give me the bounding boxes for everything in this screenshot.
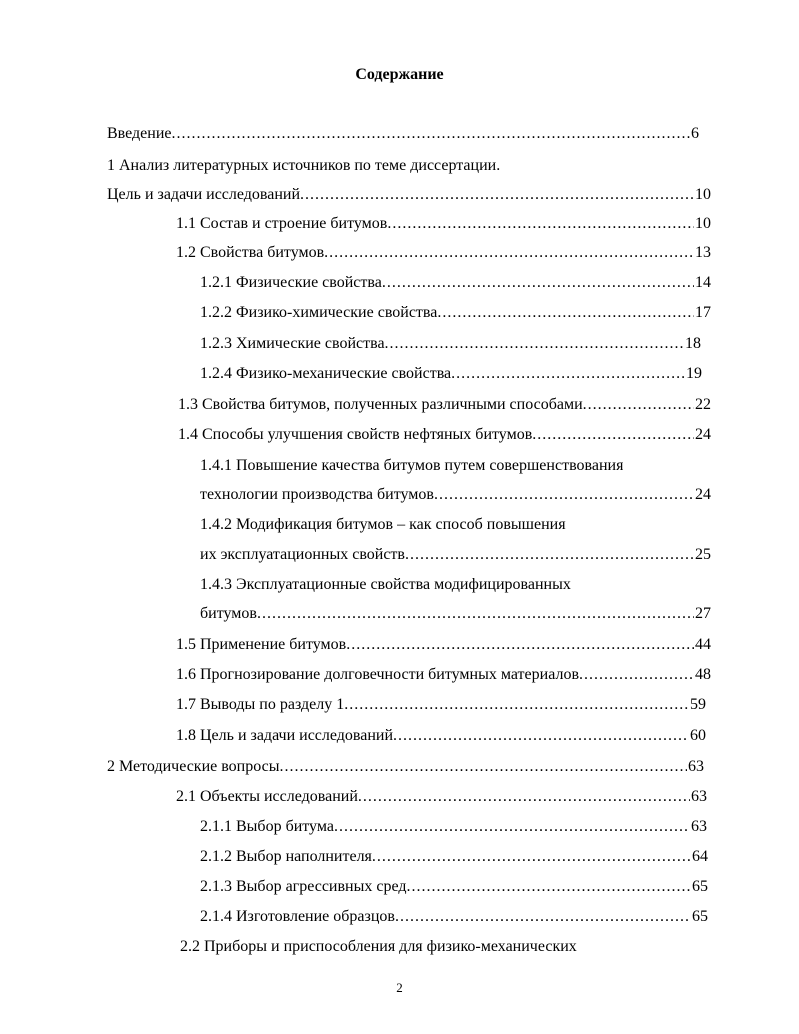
toc-entry-1-2-2: [200, 302, 711, 324]
toc-entry-1-5: [176, 634, 711, 656]
toc-entry-1-7: [176, 694, 706, 716]
toc-entry-page: 14: [695, 274, 711, 291]
toc-entry-label: 1.2.3 Химические свойства: [200, 335, 385, 352]
toc-entry-page: 13: [695, 244, 711, 261]
toc-entry-page: 25: [695, 546, 711, 563]
toc-leader-dots: [437, 302, 694, 324]
toc-entry-chapter-1: [107, 155, 500, 177]
toc-entry-page: 22: [695, 396, 711, 413]
toc-entry-1-1: [176, 213, 711, 235]
toc-entry-chapter-1-cont: [107, 184, 711, 206]
toc-entry-label: Введение: [107, 125, 172, 142]
page-number: 2: [396, 980, 403, 995]
toc-entry-label: 1.2.1 Физические свойства: [200, 274, 382, 291]
toc-leader-dots: [583, 394, 694, 416]
toc-entry-1-6: [176, 664, 711, 686]
toc-entry-label: Цель и задачи исследований: [107, 186, 301, 203]
toc-entry-page: 63: [691, 788, 707, 805]
toc-entry-1-4-1-cont: [200, 484, 711, 506]
toc-entry-label: 1.2 Свойства битумов: [176, 244, 325, 261]
page-title: Содержание: [355, 66, 444, 83]
toc-entry-page: 44: [695, 636, 711, 653]
toc-entry-label: 1.2.4 Физико-механические свойства: [200, 365, 452, 382]
toc-entry-label: 2.1 Объекты исследований: [176, 788, 358, 805]
toc-entry-page: 65: [692, 878, 708, 895]
toc-entry-label: 1.7 Выводы по разделу 1: [176, 696, 345, 713]
toc-entry-page: 60: [690, 727, 706, 744]
toc-entry-1-4-1: [200, 455, 623, 477]
toc-entry-label: 2.1.1 Выбор битума: [200, 818, 334, 835]
toc-entry-1-2-1: [200, 272, 711, 294]
toc-entry-label: 2.1.2 Выбор наполнителя: [200, 848, 372, 865]
toc-entry-page: 10: [695, 215, 711, 232]
toc-entry-page: 6: [691, 125, 699, 142]
toc-entry-label: 1.4.2 Модификация битумов – как способ повышения: [200, 516, 566, 533]
toc-leader-dots: [344, 694, 689, 716]
toc-leader-dots: [358, 786, 690, 808]
toc-entry-2-1-1: [200, 816, 707, 838]
toc-entry-page: 64: [692, 848, 708, 865]
toc-leader-dots: [346, 634, 694, 656]
toc-entry-label: 1.8 Цель и задачи исследований: [176, 727, 394, 744]
toc-leader-dots: [300, 184, 694, 206]
toc-leader-dots: [279, 756, 687, 778]
toc-leader-dots: [257, 603, 694, 625]
toc-leader-dots: [395, 906, 691, 928]
toc-entry-label: 1.2.2 Физико-химические свойства: [200, 304, 438, 321]
toc-entry-label: 1 Анализ литературных источников по теме диссертации.: [107, 157, 501, 174]
toc-entry-introduction: [107, 123, 699, 145]
toc-entry-2-1-4: [200, 906, 708, 928]
toc-entry-1-4-3: [200, 574, 571, 596]
toc-leader-dots: [532, 424, 694, 446]
toc-entry-page: 17: [695, 304, 711, 321]
toc-entry-2-1-3: [200, 876, 708, 898]
toc-entry-1-2-4: [200, 363, 702, 385]
toc-entry-page: 63: [691, 818, 707, 835]
toc-entry-label: 1.4 Способы улучшения свойств нефтяных битумов: [178, 426, 533, 443]
toc-entry-1-4-3-cont: [200, 603, 711, 625]
toc-leader-dots: [407, 876, 692, 898]
toc-entry-1-3: [178, 394, 711, 416]
toc-entry-2-2: [180, 936, 577, 958]
toc-entry-1-4-2: [200, 514, 566, 536]
toc-entry-page: 63: [688, 758, 704, 775]
toc-entry-label: 1.3 Свойства битумов, полученных различными способами: [178, 396, 583, 413]
toc-entry-page: 10: [695, 186, 711, 203]
toc-leader-dots: [387, 213, 694, 235]
toc-leader-dots: [324, 242, 694, 264]
toc-entry-page: 27: [695, 605, 711, 622]
toc-leader-dots: [172, 123, 691, 145]
toc-leader-dots: [434, 484, 694, 506]
toc-entry-label: 2 Методические вопросы: [107, 758, 280, 775]
toc-entry-label: 1.4.1 Повышение качества битумов путем совершенствования: [200, 457, 624, 474]
toc-entry-label: 1.6 Прогнозирование долговечности битумных материалов: [176, 666, 579, 683]
toc-entry-label: 2.1.4 Изготовление образцов: [200, 908, 395, 925]
toc-entry-label: 2.2 Приборы и приспособления для физико-механических: [180, 938, 577, 955]
toc-entry-chapter-2: [107, 756, 704, 778]
toc-entry-label: 1.4.3 Эксплуатационные свойства модифицированных: [200, 576, 571, 593]
toc-entry-page: 65: [692, 908, 708, 925]
toc-entry-1-8: [176, 725, 706, 747]
toc-entry-1-2-3: [200, 333, 701, 355]
toc-leader-dots: [385, 333, 684, 355]
toc-entry-label: 1.1 Состав и строение битумов: [176, 215, 388, 232]
toc-entry-1-2: [176, 242, 711, 264]
toc-entry-page: 48: [695, 666, 711, 683]
toc-entry-label: битумов: [200, 605, 257, 622]
toc-leader-dots: [451, 363, 685, 385]
toc-leader-dots: [405, 544, 694, 566]
toc-leader-dots: [372, 846, 691, 868]
toc-entry-label: 2.1.3 Выбор агрессивных сред: [200, 878, 407, 895]
toc-entry-1-4-2-cont: [200, 544, 711, 566]
toc-entry-2-1-2: [200, 846, 708, 868]
toc-entry-label: 1.5 Применение битумов: [176, 636, 347, 653]
toc-entry-page: 19: [686, 365, 702, 382]
toc-entry-page: 18: [685, 335, 701, 352]
toc-entry-page: 24: [695, 426, 711, 443]
toc-entry-2-1: [176, 786, 707, 808]
toc-entry-1-4: [178, 424, 711, 446]
toc-leader-dots: [334, 816, 690, 838]
toc-leader-dots: [382, 272, 694, 294]
toc-entry-label: технологии производства битумов: [200, 486, 434, 503]
toc-entry-page: 24: [695, 486, 711, 503]
toc-entry-page: 59: [690, 696, 706, 713]
toc-leader-dots: [579, 664, 694, 686]
toc-leader-dots: [393, 725, 689, 747]
toc-entry-label: их эксплуатационных свойств: [200, 546, 405, 563]
